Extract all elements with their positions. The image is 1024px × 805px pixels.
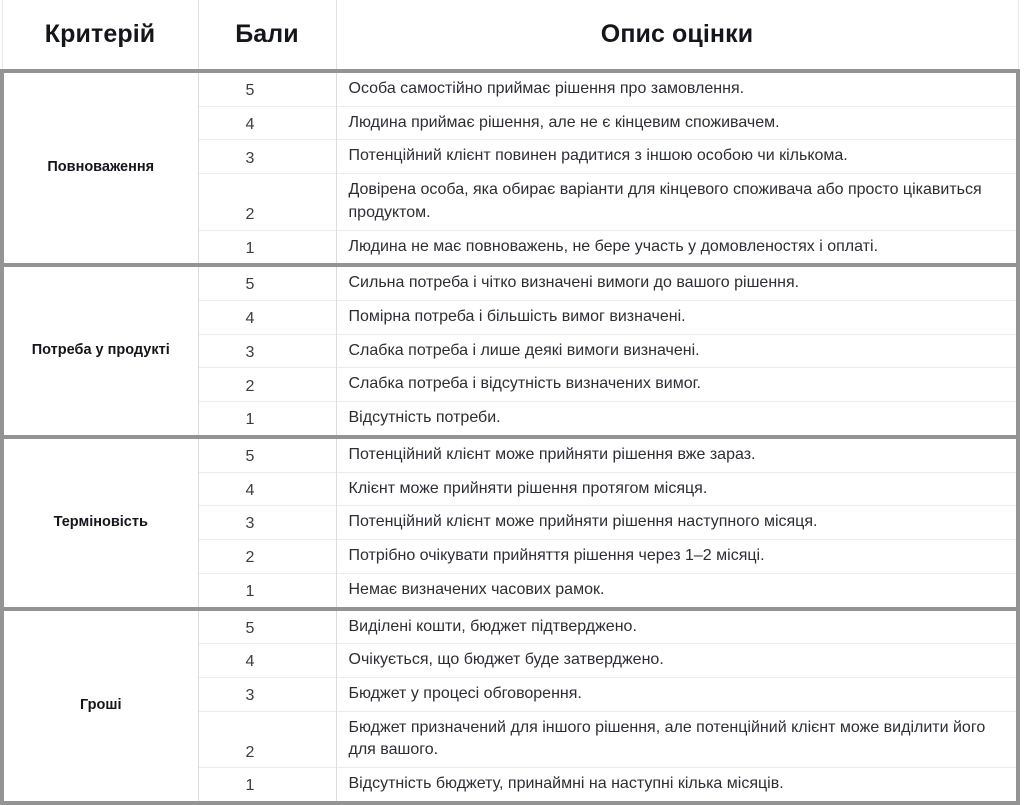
criterion-group xyxy=(2,71,1018,265)
table-row xyxy=(2,265,1018,300)
description-cell: Бюджет у процесі обговорення. xyxy=(336,677,1018,711)
description-cell: Сильна потреба і чітко визначені вимоги до вашого рішення. xyxy=(336,265,1018,300)
column-header-description: Опис оцінки xyxy=(336,0,1018,71)
column-header-score: Бали xyxy=(198,0,336,71)
score-cell: 5 xyxy=(198,609,336,644)
score-cell: 1 xyxy=(198,402,336,437)
score-cell: 2 xyxy=(198,711,336,767)
score-cell: 3 xyxy=(198,677,336,711)
score-cell: 3 xyxy=(198,140,336,174)
description-cell: Слабка потреба і лише деякі вимоги визначені. xyxy=(336,334,1018,368)
description-cell: Очікується, що бюджет буде затверджено. xyxy=(336,644,1018,678)
score-cell: 4 xyxy=(198,472,336,506)
criterion-group xyxy=(2,265,1018,437)
description-cell: Помірна потреба і більшість вимог визначені. xyxy=(336,301,1018,335)
description-cell: Потенційний клієнт повинен радитися з іншою особою чи кількома. xyxy=(336,140,1018,174)
score-cell: 1 xyxy=(198,768,336,803)
score-cell: 1 xyxy=(198,573,336,608)
score-cell: 3 xyxy=(198,334,336,368)
description-cell: Клієнт може прийняти рішення протягом місяця. xyxy=(336,472,1018,506)
table-row xyxy=(2,71,1018,106)
column-header-criterion: Критерій xyxy=(2,0,198,71)
description-cell: Потенційний клієнт може прийняти рішення вже зараз. xyxy=(336,437,1018,472)
score-cell: 4 xyxy=(198,106,336,140)
description-cell: Відсутність бюджету, принаймні на наступні кілька місяців. xyxy=(336,768,1018,803)
score-cell: 2 xyxy=(198,540,336,574)
description-cell: Людина не має повноважень, не бере участь у домовленостях і оплаті. xyxy=(336,230,1018,265)
score-cell: 5 xyxy=(198,265,336,300)
description-cell: Слабка потреба і відсутність визначених вимог. xyxy=(336,368,1018,402)
score-cell: 5 xyxy=(198,71,336,106)
criterion-name-cell: Повноваження xyxy=(2,71,198,265)
score-cell: 2 xyxy=(198,368,336,402)
table-row xyxy=(2,609,1018,644)
description-cell: Потрібно очікувати прийняття рішення через 1–2 місяці. xyxy=(336,540,1018,574)
description-cell: Людина приймає рішення, але не є кінцевим споживачем. xyxy=(336,106,1018,140)
description-cell: Виділені кошти, бюджет підтверджено. xyxy=(336,609,1018,644)
criterion-name-cell: Потреба у продукті xyxy=(2,265,198,437)
description-cell: Потенційний клієнт може прийняти рішення наступного місяця. xyxy=(336,506,1018,540)
description-cell: Бюджет призначений для іншого рішення, але потенційний клієнт може виділити його для вашого. xyxy=(336,711,1018,767)
score-cell: 4 xyxy=(198,301,336,335)
description-cell: Немає визначених часових рамок. xyxy=(336,573,1018,608)
criterion-group xyxy=(2,609,1018,803)
table-row xyxy=(2,437,1018,472)
table-header xyxy=(2,0,1018,71)
criterion-name-cell: Гроші xyxy=(2,609,198,803)
description-cell: Особа самостійно приймає рішення про замовлення. xyxy=(336,71,1018,106)
score-cell: 1 xyxy=(198,230,336,265)
score-cell: 2 xyxy=(198,174,336,230)
header-row xyxy=(2,0,1018,71)
score-cell: 5 xyxy=(198,437,336,472)
criterion-name-cell: Терміновість xyxy=(2,437,198,609)
score-cell: 3 xyxy=(198,506,336,540)
criterion-group xyxy=(2,437,1018,609)
description-cell: Довірена особа, яка обирає варіанти для кінцевого споживача або просто цікавиться продуктом. xyxy=(336,174,1018,230)
description-cell: Відсутність потреби. xyxy=(336,402,1018,437)
score-cell: 4 xyxy=(198,644,336,678)
